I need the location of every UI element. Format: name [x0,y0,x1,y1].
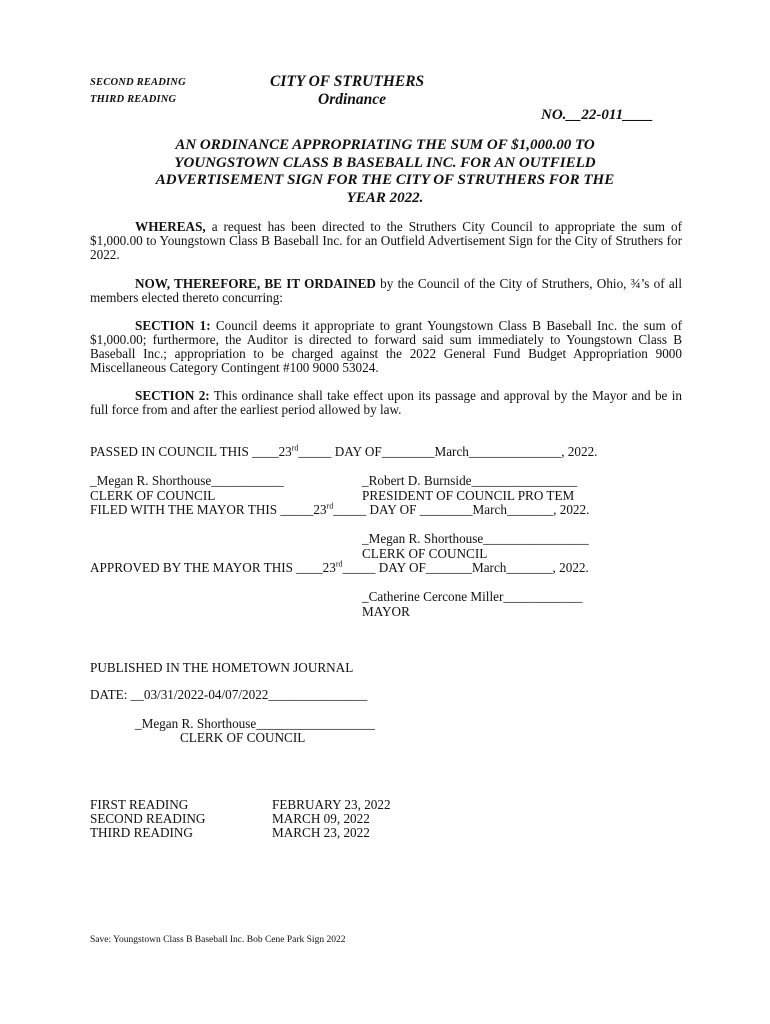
reading-label: THIRD READING [90,825,193,840]
approved-by-mayor-line [90,561,589,575]
whereas-lead: WHEREAS, [135,219,206,234]
approved-mid: _____ DAY OF_______ [342,560,472,575]
publication-clerk-name: _Megan R. Shorthouse [135,716,257,731]
section-2-lead: SECTION 2: [135,388,210,403]
clerk-title: CLERK OF COUNCIL [90,488,216,503]
clerk-2-name: _Megan R. Shorthouse____ [362,531,510,546]
filed-tail: _______, 2022. [506,502,590,517]
filed-day: 23 [313,502,327,517]
reading-label: SECOND READING [90,811,206,826]
ordinance-number-label: NO. [541,107,567,123]
passed-month: March [434,444,469,459]
ordained-paragraph [90,277,682,305]
city-name: CITY OF STRUTHERS [270,73,425,90]
clerk-signature-line: __________ [217,473,284,488]
file-save-footer: Save: Youngstown Class B Baseball Inc. Bob Cene Park Sign 2022 [90,935,346,945]
publication-date-line [90,688,367,702]
passed-day-suffix: rd [291,443,299,453]
publication-clerk-title: CLERK OF COUNCIL [180,730,306,745]
publication-clerk-signature [135,717,375,731]
title-line: ADVERTISEMENT SIGN FOR THE CITY OF STRUTHERS FOR THE [155,172,615,188]
reading-label: FIRST READING [90,797,189,812]
clerk-2-signature [362,532,589,546]
second-reading-stamp: SECOND READING [90,77,186,88]
filed-mid: _____ DAY OF ________ [333,502,473,517]
reading-date: MARCH 09, 2022 [272,811,370,826]
title-line: AN ORDINANCE APPROPRIATING THE SUM OF $1,000.00 TO [175,137,595,153]
filed-day-suffix: rd [326,501,334,511]
passed-in-council-line [90,445,597,459]
section-1-paragraph [90,319,682,375]
passed-mid: _____ DAY OF________ [298,444,435,459]
passed-tail: ______________, 2022. [468,444,598,459]
section-1-lead: SECTION 1: [135,318,211,333]
ordinance-title [90,137,680,207]
clerk-signature [90,474,284,488]
passed-day: 23 [278,444,292,459]
section-1-text: Council deems it appropriate to grant Youngstown Class B Baseball Inc. the sum of $1,000.00; furthermore, the Auditor is directed to forward said sum immediately to Youngstown Class B Baseball Inc.; appropriation to be charged against the 2022 General Fund Budget Appropriation 9000 Miscellaneous Category Contingent #100 9000 53024. [90,318,682,375]
mayor-signature [362,590,582,604]
filed-prefix: FILED WITH THE MAYOR THIS _____ [90,502,314,517]
approved-tail: _______, 2022. [506,560,589,575]
president-signature [362,474,577,488]
reading-date: FEBRUARY 23, 2022 [272,797,391,812]
president-signature-line: ________________ [471,473,578,488]
section-2-paragraph [90,389,682,417]
mayor-signature-line: ____________ [503,589,583,604]
reading-date: MARCH 23, 2022 [272,825,370,840]
clerk-2-title: CLERK OF COUNCIL [362,546,488,561]
clerk-2-signature-line: ____________ [509,531,589,546]
title-line: YEAR 2022. [346,189,424,206]
third-reading-stamp: THIRD READING [90,94,177,105]
mayor-name: _Catherine Cercone Miller [362,589,504,604]
publication-clerk-line: __________________ [256,716,375,731]
ordinance-number-value: __22-011____ [566,107,654,123]
whereas-text: a request has been directed to the Struthers City Council to appropriate the sum of $1,000.00 to Youngstown Class B Baseball Inc. for an Outfield Advertisement Sign for the City of Struthers for 2022. [90,219,682,262]
section-2-text: This ordinance shall take effect upon its passage and approval by the Mayor and be in full force from and after the earliest period allowed by law. [90,388,682,417]
publication-date-tail: _______________ [268,687,368,702]
approved-day: 23 [322,560,336,575]
ordinance-number [541,107,653,124]
president-name: _Robert D. Burnside [362,473,472,488]
ordained-text: by the Council of the City of Struthers, Ohio, ¾’s of all members elected thereto concurring: [90,276,683,305]
publication-date-prefix: DATE: __ [90,687,144,702]
filed-month: March [472,502,507,517]
ordained-lead: NOW, THEREFORE, BE IT ORDAINED [135,276,376,291]
approved-day-suffix: rd [335,559,343,569]
published-label: PUBLISHED IN THE HOMETOWN JOURNAL [90,660,354,675]
whereas-paragraph [90,220,682,262]
document-type: Ordinance [318,91,387,108]
approved-prefix: APPROVED BY THE MAYOR THIS ____ [90,560,323,575]
approved-month: March [471,560,507,575]
president-title: PRESIDENT OF COUNCIL PRO TEM [362,488,575,503]
mayor-title: MAYOR [362,604,410,619]
filed-with-mayor-line [90,503,589,517]
publication-date-value: 03/31/2022-04/07/2022 [143,687,269,702]
clerk-name: _Megan R. Shorthouse_ [90,473,218,488]
title-line: YOUNGSTOWN CLASS B BASEBALL INC. FOR AN OUTFIELD [174,154,596,171]
passed-prefix: PASSED IN COUNCIL THIS ____ [90,444,279,459]
